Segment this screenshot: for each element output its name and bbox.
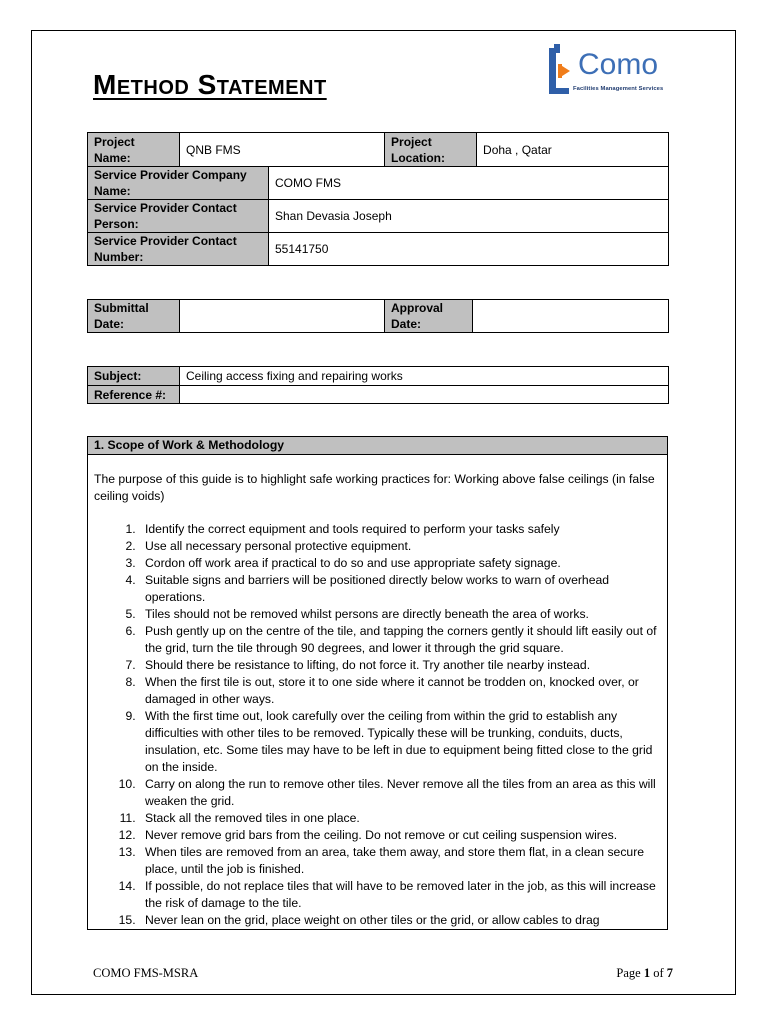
submittal-date-value	[180, 300, 385, 333]
project-name-value: QNB FMS	[180, 133, 385, 167]
contact-number-label: Service Provider Contact Number:	[88, 233, 269, 266]
step-item: 14. If possible, do not replace tiles that will have to be removed later in the job, as this will increase the risk of damage to the tile.	[139, 878, 661, 912]
company-row	[88, 167, 669, 200]
project-location-label: Project Location:	[385, 133, 477, 167]
scope-intro: The purpose of this guide is to highlight safe working practices for: Working above false ceilings (in false ceiling voids)	[94, 472, 655, 503]
logo-name: Como	[578, 48, 659, 81]
subject-label: Subject:	[88, 367, 180, 386]
company-value: COMO FMS	[269, 167, 669, 200]
project-info-table	[87, 132, 669, 266]
step-item: 2. Use all necessary personal protective equipment.	[139, 538, 661, 555]
page-of: of	[653, 966, 664, 980]
page-total: 7	[666, 966, 673, 980]
scope-section	[87, 436, 668, 930]
project-location-value: Doha , Qatar	[477, 133, 669, 167]
reference-value	[180, 386, 669, 404]
step-item: 1. Identify the correct equipment and tools required to perform your tasks safely	[139, 521, 661, 538]
reference-label: Reference #:	[88, 386, 180, 404]
step-item: 5. Tiles should not be removed whilst persons are directly beneath the area of works.	[139, 606, 661, 623]
dates-table	[87, 299, 669, 333]
contact-person-row	[88, 200, 669, 233]
footer-doc-code: COMO FMS-MSRA	[93, 966, 199, 980]
approval-date-label: Approval Date:	[385, 300, 473, 333]
subject-table	[87, 366, 669, 404]
subject-row	[88, 367, 669, 386]
step-item: 7. Should there be resistance to lifting, do not force it. Try another tile nearby instead.	[139, 657, 661, 674]
step-item: 13. When tiles are removed from an area, take them away, and store them flat, in a clean secure place, until the job is finished.	[139, 844, 661, 878]
page-current: 1	[643, 966, 651, 980]
approval-date-value	[473, 300, 669, 333]
step-item: 11. Stack all the removed tiles in one place.	[139, 810, 661, 827]
subject-value: Ceiling access fixing and repairing works	[180, 367, 669, 386]
logo-tagline: Facilities Management Services	[573, 86, 664, 92]
project-row	[88, 133, 669, 167]
page-title: Method Statement	[93, 69, 327, 100]
step-item: 15. Never lean on the grid, place weight on other tiles or the grid, or allow cables to drag	[139, 912, 661, 929]
step-item: 4. Suitable signs and barriers will be positioned directly below works to warn of overhead operations.	[139, 572, 661, 606]
step-item: 6. Push gently up on the centre of the tile, and tapping the corners gently it should lift easily out of the grid, turn the tile through 90 degrees, and lower it through the grid square.	[139, 623, 661, 657]
footer-page-number	[616, 966, 673, 981]
contact-person-value: Shan Devasia Joseph	[269, 200, 669, 233]
dates-row	[88, 300, 669, 333]
step-item: 12. Never remove grid bars from the ceiling. Do not remove or cut ceiling suspension wires.	[139, 827, 661, 844]
reference-row	[88, 386, 669, 404]
company-label: Service Provider Company Name:	[88, 167, 269, 200]
contact-number-value: 55141750	[269, 233, 669, 266]
step-item: 8. When the first tile is out, store it to one side where it cannot be trodden on, knocked over, or damaged in other ways.	[139, 674, 661, 708]
contact-person-label: Service Provider Contact Person:	[88, 200, 269, 233]
steps-list	[88, 521, 667, 929]
step-item: 10. Carry on along the run to remove other tiles. Never remove all the tiles from an area as this will weaken the grid.	[139, 776, 661, 810]
project-name-label: Project Name:	[88, 133, 180, 167]
company-logo	[546, 44, 672, 100]
step-item: 3. Cordon off work area if practical to do so and use appropriate safety signage.	[139, 555, 661, 572]
page-label: Page	[616, 966, 641, 980]
contact-number-row	[88, 233, 669, 266]
submittal-date-label: Submittal Date:	[88, 300, 180, 333]
scope-heading: 1. Scope of Work & Methodology	[88, 437, 667, 455]
step-item: 9. With the first time out, look carefully over the ceiling from within the grid to establish any difficulties with other tiles to be removed. Typically these will be trunking, conduits, ducts, insulation, etc. Some tiles may have to be left in due to equipment being fitted close to the grid on the inside.	[139, 708, 661, 776]
